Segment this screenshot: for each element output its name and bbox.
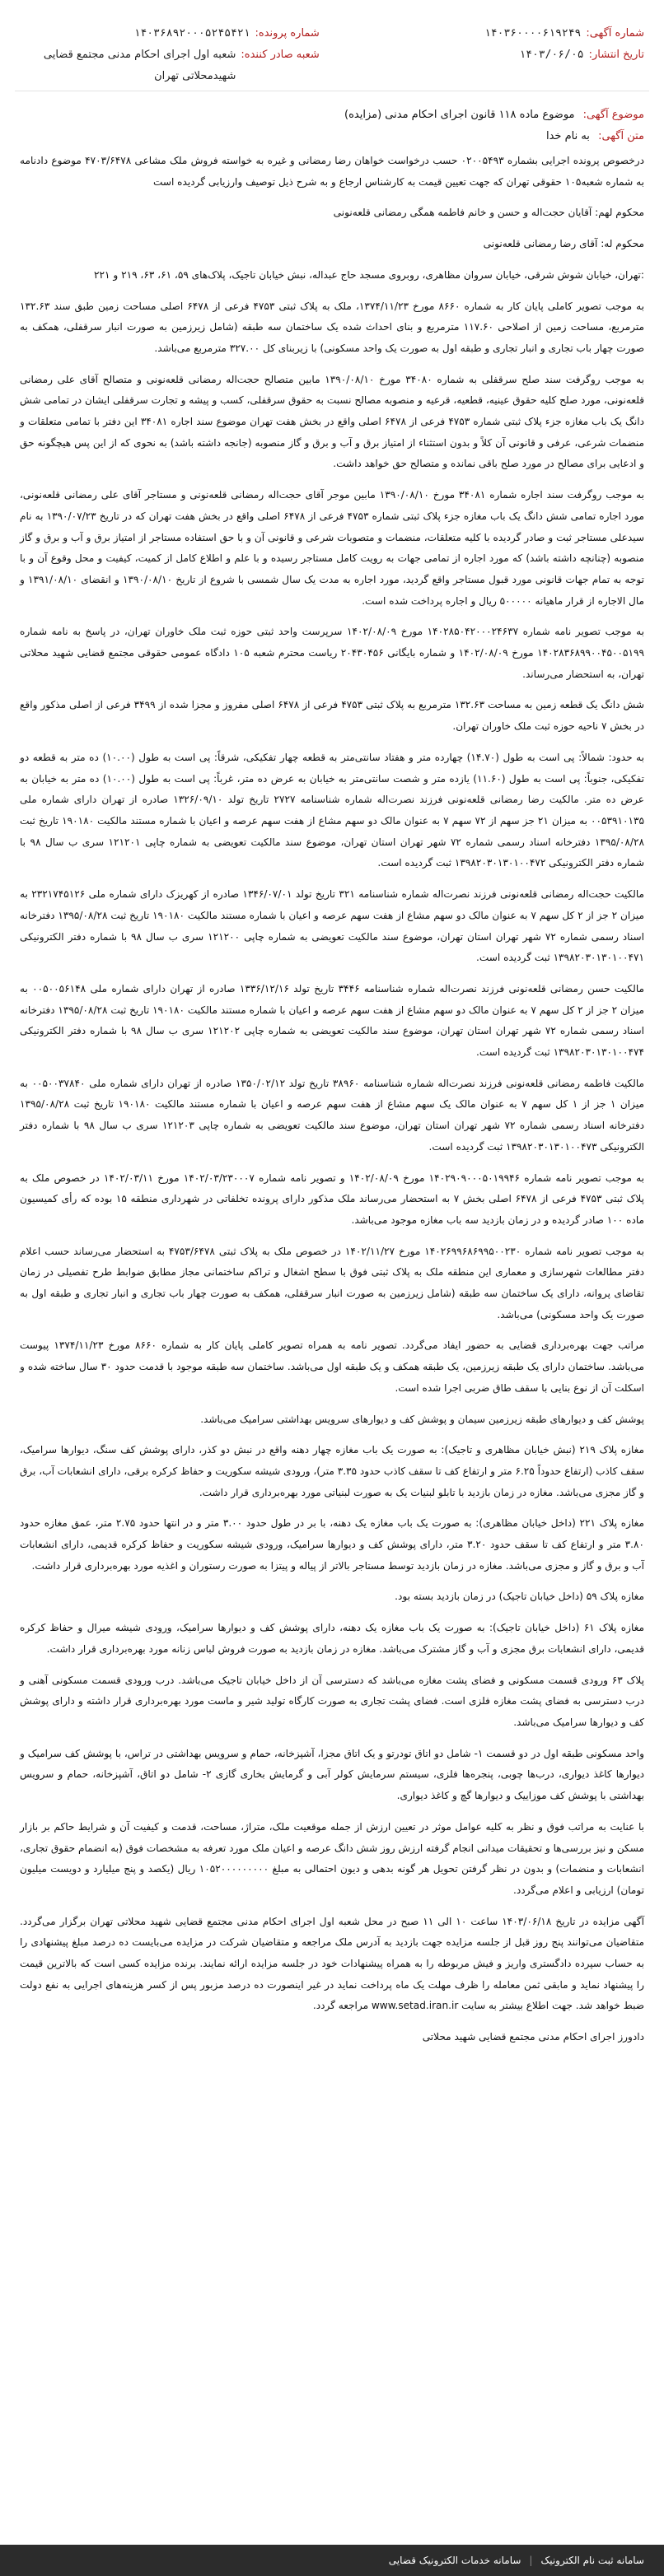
body-paragraph: مالکیت حجت‌اله رمضانی قلعه‌نونی فرزند نصرت‌اله شماره شناسنامه ۳۲۱ تاریخ تولد ۱۳۴۶/۰۷/۰۱ صادره از کهریزک دارای شماره ملی ۲۳۲۱۷۴۵۱۲۶ به میزان ۲ جز از ۲ کل سهم ۷ به عنوان مالک دو سهم مشاع از هفت سهم عرصه و اعیان با شماره مستند مالکیت ۱۹۰۱۸۰ تاریخ ثبت ۱۳۹۵/۰۸/۲۸ دفترخانه اسناد رسمی شماره ۷۲ شهر تهران استان تهران، موضوع سند مالکیت تعویضی به شماره چاپی ۱۲۱۲۰۰ سری ب سال ۹۸ با شماره دفتر الکترونیکی ۱۳۹۸۲۰۳۰۱۳۰۱۰۰۴۷۱ ثبت گردیده است. [20, 888, 645, 964]
body-paragraph: پوشش کف و دیوارهای طبقه زیرزمین سیمان و پوشش کف و دیوارهای سرویس بهداشتی سرامیک می‌باشد. [200, 1413, 644, 1425]
body-paragraph: واحد مسکونی طبقه اول در دو قسمت ۱- شامل دو اتاق تودرتو و یک اتاق مجزا، آشپزخانه، حمام و سرویس بهداشتی در تراس، با پوشش کف سرامیک و دیوارها کاغذ دیواری، درب‌ها چوبی، پنجره‌ها فلزی، سیستم سرمایش کولر آبی و گرمایش بخاری گازی ۲- شامل دو اتاق، آشپزخانه، حمام و سرویس بهداشتی با پوشش کف موزاییک و دیوارها گچ و کاغذ دیواری. [20, 1747, 644, 1802]
body-paragraph: محکوم لهم: آقایان حجت‌اله و حسن و خانم فاطمه همگی رمضانی قلعه‌نونی [333, 207, 644, 219]
print-date-row [344, 44, 644, 66]
body-paragraph: دادورز اجرای احکام مدنی مجتمع قضایی شهید محلاتی [422, 2031, 644, 2043]
body-paragraph: شش دانگ یک قطعه زمین به مساحت ۱۳۲.۶۳ مترمربع به پلاک ثبتی ۴۷۵۳ فرعی از ۶۴۷۸ اصلی مفروز و مجزا شده از ۳۴۹۹ فرعی از اصلی مذکور واقع در بخش ۷ ناحیه حوزه ثبت ملک خاوران تهران. [20, 699, 645, 733]
body-paragraph: به حدود: شمالاً: پی است به طول (۱۴.۷۰) چهارده متر و هفتاد سانتی‌متر به قطعه چهار تفکیکی، شرقاً: پی است به طول (۱۰.۰۰) ده متر به قطعه دو تفکیکی، جنوباً: پی است به طول (۱۱.۶۰) یازده متر و شصت سانتی‌متر به خیابان به عرض ده متر، غرباً: پی است به طول (۱۰.۰۰) ده متر به خیابان به عرض ده متر. مالکیت رضا رمضانی قلعه‌نونی فرزند نصرت‌اله شماره شناسنامه ۲۷۲۷ تاریخ تولد ۱۳۲۶/۰۹/۱۰ صادره از تهران دارای شماره ملی ۰۰۵۳۹۱۰۱۳۵ به میزان ۲۱ جز سهم از ۷۲ سهم ۷ به عنوان مالک دو سهم مشاع از هفت سهم عرصه و اعیان با شماره مستند مالکیت ۱۹۰۱۸۰ تاریخ ثبت ۱۳۹۵/۰۸/۲۸ دفترخانه اسناد رسمی شماره ۷۲ شهر تهران استان تهران، موضوع سند مالکیت تعویضی به شماره چاپی ۱۲۱۲۰۱ سری ب سال ۹۸ با شماره دفتر الکترونیکی ۱۳۹۸۲۰۳۰۱۳۰۱۰۰۴۷۲ ثبت گردیده است. [20, 751, 644, 869]
page-footer [0, 2545, 664, 2576]
header-left-column [20, 23, 320, 91]
body-paragraph: به موجب تصویر نامه شماره ۱۴۰۲۸۵۰۴۲۰۰۰۲۴۶۳۷ مورخ ۱۴۰۲/۰۸/۰۹ سرپرست واحد ثبتی حوزه ثبت ملک خاوران تهران، در پاسخ به نامه شماره ۱۴۰۲۸۳۶۸۹۹۰۰۴۵۰۰۵۱۹۹ مورخ ۱۴۰۲/۰۸/۰۹ و شماره بایگانی ۲۰۴۳۰۴۵۶ ریاست محترم شعبه ۱۰۵ دادگاه عمومی حقوقی مجتمع قضایی شهید محلاتی تهران، به استحضار می‌رساند. [20, 626, 645, 680]
text-row [20, 126, 644, 147]
body-paragraph: محکوم له: آقای رضا رمضانی قلعه‌نونی [483, 238, 644, 250]
case-number: ۱۴۰۳۶۸۹۲۰۰۰۵۲۴۵۴۲۱ [133, 27, 250, 40]
body-paragraph: آگهی مزایده در تاریخ ۱۴۰۳/۰۶/۱۸ ساعت ۱۰ الی ۱۱ صبح در محل شعبه اول اجرای احکام مدنی مجتمع قضایی شهید محلاتی تهران برگزار می‌گردد. متقاضیان می‌توانند پنج روز قبل از جلسه مزایده جهت بازدید به آدرس ملک مراجعه و متقاضیان شرکت در مزایده می‌بایست ده درصد مبلغ پیشنهادی را به حساب سپرده دادگستری واریز و فیش مربوطه را به همراه پیشنهادات خود در جلسه مزایده ارائه نمایند. برنده مزایده کسی است که بالاترین قیمت را پیشنهاد نماید و مابقی ثمن معامله را ظرف مهلت یک ماه پرداخت نماید در غیر اینصورت ده درصد مزبور پس از کسر هزینه‌های اجرایی به نفع دولت ضبط خواهد شد. جهت اطلاع بیشتر به سایت www.setad.iran.ir مراجعه گردد. [20, 1915, 644, 2012]
body-paragraph: پلاک ۶۳ ورودی قسمت مسکونی و فضای پشت مغازه می‌باشد که دسترسی آن از داخل خیابان تاجیک می‌باشد. درب ورودی قسمت مسکونی آهنی و درب دسترسی به فضای پشت مغازه فلزی است. فضای پشت تجاری به صورت کارگاه تولید شیر و ماست مورد بهره‌برداری قرار داشته و دارای پوشش کف و دیوارها سرامیک می‌باشد. [20, 1674, 644, 1728]
text-label: متن آگهی: [598, 130, 644, 142]
subject: موضوع ماده ۱۱۸ قانون اجرای احکام مدنی (مزایده) [344, 109, 575, 121]
body-paragraph: به موجب تصویر کاملی پایان کار به شماره ۸۶۶۰ مورخ ۱۳۷۴/۱۱/۲۳، ملک به پلاک ثبتی ۴۷۵۳ فرعی از ۶۴۷۸ اصلی مساحت زمین طبق سند ۱۳۲.۶۳ مترمربع، مساحت زمین از اصلاحی ۱۱۷.۶۰ مترمربع و بنای احداث شده یک ساختمان سه طبقه (شامل زیرزمین به صورت انبار سرقفلی، همکف به صورت چهار باب تجاری و انبار تجاری و طبقه اول به صورت یک واحد مسکونی) با زیربنای کل ۳۲۷.۰۰ مترمربع می‌باشد. [20, 300, 645, 354]
footer-separator: | [529, 2555, 533, 2566]
body-paragraph: با عنایت به مراتب فوق و نظر به کلیه عوامل موثر در تعیین ارزش از جمله موقعیت ملک، متراژ، مساحت، قدمت و کیفیت آن و شرایط حاکم بر بازار مسکن و نیز بررسی‌ها و تحقیقات میدانی انجام گرفته ارزش روز شش دانگ عرصه و اعیان ملک مورد تعرفه به مشخصات فوق (به انضمام حقوق تجاری، انشعابات و منضمات) و بدون در نظر گرفتن تحویل هر گونه بدهی و دیون احتمالی به مبلغ ۱۰۵۲۰۰۰۰۰۰۰۰۰ ریال (یکصد و پنج میلیارد و دویست میلیون تومان) ارزیابی و اعلام می‌گردد. [20, 1820, 645, 1896]
ad-number-label: شماره آگهی: [586, 27, 644, 40]
ad-number: ۱۴۰۳۶۰۰۰۰۶۱۹۲۴۹ [484, 27, 582, 40]
body-paragraph: مغازه پلاک ۶۱ (داخل خیابان تاجیک): به صورت یک باب مغازه یک دهنه، دارای پوشش کف و دیوارها سرامیک، ورودی شیشه میرال و حفاظ کرکره قدیمی، دارای انشعابات برق مجزی و آب و گاز مشترک می‌باشد. مغازه در زمان بازدید به صورت فروش لباس زنانه مورد بهره‌برداری قرار داشت. [20, 1622, 644, 1655]
notice-body [0, 147, 664, 2048]
body-paragraph: :تهران، خیابان شوش شرقی، خیابان سروان مظاهری، روبروی مسجد حاج عبداله، نبش خیابان تاجیک، پلاک‌های ۵۹، ۶۱، ۶۳، ۲۱۹ و ۲۲۱ [94, 268, 644, 281]
text-intro: به نام خدا [545, 130, 590, 142]
print-date: ۱۴۰۳/۰۶/۰۵ [519, 49, 584, 61]
body-paragraph: مغازه پلاک ۲۱۹ (نبش خیابان مظاهری و تاجیک): به صورت یک باب مغازه چهار دهنه واقع در نبش دو کذر، دارای پوشش کف سنگ، دیوارها سرامیک، سقف کاذب (ارتفاع حدوداً ۶.۲۵ متر و ارتفاع کف تا سقف کاذب حدود ۳.۳۵ متر)، ورودی شیشه سکوریت و حفاظ کرکره برقی، دارای انشعابات آب، برق و گاز مجزی می‌باشد. مغازه در زمان بازدید با تابلو لبنیات یک به صورت لبنیاتی مورد بهره‌برداری قرار داشت. [20, 1444, 644, 1498]
header-right-column [344, 23, 644, 91]
case-number-label: شماره پرونده: [255, 27, 320, 40]
ad-number-row [344, 23, 644, 44]
body-paragraph: به موجب روگرفت سند صلح سرقفلی به شماره ۳۴۰۸۰ مورخ ۱۳۹۰/۰۸/۱۰ مابین متصالح حجت‌اله رمضانی قلعه‌نونی و متصالح آقای علی رمضانی قلعه‌نونی، مورد صلح کلیه حقوق عینیه، قطعیه، قرعیه و منصوبه مصالح نسبت به حقوق سرقفلی، کسب و پیشه و تجارت سرقفلی ایشان در تمامی شش دانگ یک باب مغازه جزء پلاک ثبتی شماره ۴۷۵۳ فرعی از ۶۴۷۸ اصلی واقع در بخش هفت تهران موضوع سند اجاره ۳۴۰۸۱ این دفتر با تمامی متعلقات و منضمات شرعی، عرفی و قانونی آن کلاً و بدون استثناء از امتیاز برق و آب و برق و گاز منصوبه (جانجه داشته باشد) به نحوی که از این پس هیچگونه حق و ادعایی برای مصالح در مورد صلح باقی نمانده و متصالح حق خواهد داشت. [20, 373, 644, 470]
body-paragraph: به موجب روگرفت سند اجاره شماره ۳۴۰۸۱ مورخ ۱۳۹۰/۰۸/۱۰ مابین موجر آقای حجت‌اله رمضانی قلعه‌نونی و مستاجر آقای علی رمضانی قلعه‌نونی، مورد اجاره تمامی شش دانگ یک باب مغازه جزء پلاک ثبتی شماره ۴۷۵۳ فرعی از ۶۴۷۸ اصلی واقع در بخش هفت تهران که در تاریخ ۱۳۹۰/۰۷/۲۳ به نام سیدعلی مستاجر ثبت و صادر گردیده با کلیه متعلقات، منضمات و متصوبات شرعی و قانونی آن و با حق استفاده مستاجر از امتیاز برق و آب و برق و گاز منصوبه (چنانچه داشته باشد) که مورد اجاره از تمامی جهات به رویت کامل مستاجر رسیده و با علم و اطلاع کامل از کمیت، کیفیت و محل وقوع آن و با توجه به تمام جهات قانونی مورد قبول مستاجر واقع گردید، مورد اجاره به مدت یک سال شمسی با شروع از تاریخ ۱۳۹۰/۰۸/۱۰ و انقضای ۱۳۹۱/۰۸/۱۰ و مال الاجاره از قرار ماهیانه ۵۰۰۰۰۰ ریال و اجاره پرداخت شده است. [20, 489, 645, 607]
body-paragraph: مالکیت فاطمه رمضانی قلعه‌نونی فرزند نصرت‌اله شماره شناسنامه ۳۸۹۶۰ تاریخ تولد ۱۳۵۰/۰۲/۱۲ صادره از تهران دارای شماره ملی ۰۰۵۰۰۳۷۸۴۰ به میزان ۱ جز از ۱ کل سهم ۷ به عنوان مالک یک سهم مشاع از هفت سهم عرصه و اعیان با شماره مستند مالکیت ۱۹۰۱۸۰ تاریخ ثبت ۱۳۹۵/۰۸/۲۸ دفترخانه اسناد رسمی شماره ۷۲ شهر تهران استان تهران، موضوع سند مالکیت تعویضی به شماره چاپی ۱۲۱۲۰۳ سری ب سال ۹۸ با شماره دفتر الکترونیکی ۱۳۹۸۲۰۳۰۱۳۰۱۰۰۴۷۳ ثبت گردیده است. [20, 1077, 645, 1153]
issuer-label: شعبه صادر کننده: [241, 49, 320, 61]
body-paragraph: مراتب جهت بهره‌برداری قضایی به حضور ایفاد می‌گردد. تصویر نامه به همراه تصویر کاملی پایان کار به شماره ۸۶۶۰ مورخ ۱۳۷۴/۱۱/۲۳ پیوست می‌باشد. ساختمان دارای یک طبقه زیرزمین، یک طبقه همکف و یک طبقه اول می‌باشد. ساختمان سه طبقه موجود با قدمت حدود ۳۰ سال ساخته شده و اسکلت آن از نوع بنایی با سقف طاق ضربی اجرا شده است. [20, 1339, 645, 1394]
notice-meta [0, 91, 664, 147]
footer-link-left[interactable]: سامانه ثبت نام الکترونیک [540, 2555, 644, 2566]
issuer-row [20, 44, 320, 87]
body-paragraph: به موجب تصویر نامه شماره ۱۴۰۲۶۹۹۶۸۶۹۹۵۰۰۲۳۰ مورخ ۱۴۰۲/۱۱/۲۷ در خصوص ملک به پلاک ثبتی ۴۷۵۳/۶۴۷۸ به استحضار می‌رساند حسب اعلام دفتر مطالعات شهرسازی و معماری این منطقه ملک به پلاک ثبتی فوق با سطح اشغال و تراکم ساختمانی مجاز مطابق ضوابط طرح تفصیلی در زمان تقاضای پروانه، دارای یک ساختمان سه طبقه (شامل زیرزمین به صورت انبار سرقفلی، همکف به صورت چهار باب تجاری و انبار تجاری و طبقه اول به صورت یک واحد مسکونی) می‌باشد. [20, 1245, 644, 1321]
issuer: شعبه اول اجرای احکام مدنی مجتمع قضایی شهیدمحلاتی تهران [43, 49, 236, 82]
body-paragraph: به موجب تصویر نامه شماره ۱۴۰۲۹۰۹۰۰۰۵۰۱۹۹۴۶ مورخ ۱۴۰۲/۰۸/۰۹ و تصویر نامه شماره ۱۴۰۲/۰۳/۲۳۰۰۰۷ مورخ ۱۴۰۲/۰۳/۱۱ در خصوص ملک به پلاک ثبتی ۴۷۵۳ فرعی از ۶۴۷۸ اصلی بخش ۷ به استحضار می‌رساند ملک مذکور دارای پرونده تخلفاتی در شهرداری منطقه ۱۵ بوده که رأی کمیسیون ماده ۱۰۰ صادر گردیده و در زمان بازدید سه باب مغازه موجود می‌باشد. [20, 1172, 645, 1226]
body-paragraph: مغازه پلاک ۲۲۱ (داخل خیابان مظاهری): به صورت یک باب مغازه یک دهنه، با بر در طول حدود ۳.۰۰ متر و در انتها حدود ۲.۷۵ متر، عمق مغازه حدود ۳.۸۰ متر و ارتفاع کف تا سقف حدود ۳.۲۰ متر، دارای پوشش کف و دیوارها سرامیک، ورودی شیشه سکوریت و حفاظ کرکره قدیمی، دارای انشعابات آب و برق و گاز و مجزی می‌باشد. مغازه در زمان بازدید توسط مستاجر بالاتر از پیاله و پیتزا به صورت رستوران و اغذیه مورد بهره‌برداری قرار داشت. [20, 1517, 644, 1572]
subject-label: موضوع آگهی: [582, 109, 644, 121]
body-paragraph: درخصوص پرونده اجرایی بشماره ۰۲۰۰۵۴۹۳ حسب درخواست خواهان رضا رمضانی و غیره به خواسته فروش ملک مشاعی ۴۷۰۳/۶۴۷۸ موضوع دادنامه به شماره شعبه۱۰۵ حقوقی تهران که جهت تعیین قیمت به کارشناس ارجاع و به شرح ذیل توصیف وارزیابی گردیده است [20, 155, 645, 188]
subject-row [20, 105, 644, 126]
print-date-label: تاریخ انتشار: [588, 49, 644, 61]
body-paragraph: مغازه پلاک ۵۹ (داخل خیابان تاجیک) در زمان بازدید بسته بود. [395, 1591, 644, 1603]
case-number-row [20, 23, 320, 44]
body-paragraph: مالکیت حسن رمضانی قلعه‌نونی فرزند نصرت‌اله شماره شناسنامه ۳۴۴۶ تاریخ تولد ۱۳۳۶/۱۲/۱۶ صادره از تهران دارای شماره ملی ۰۰۵۰۰۵۶۱۴۸ به میزان ۲ جز از ۲ کل سهم ۷ به عنوان مالک دو سهم مشاع از هفت سهم عرصه و اعیان با شماره مستند مالکیت ۱۹۰۱۸۰ تاریخ ثبت ۱۳۹۵/۰۸/۲۸ دفترخانه اسناد رسمی شماره ۷۲ شهر تهران استان تهران، موضوع سند مالکیت تعویضی به شماره چاپی ۱۲۱۲۰۲ سری ب سال ۹۸ با شماره دفتر الکترونیکی ۱۳۹۸۲۰۳۰۱۳۰۱۰۰۴۷۴ ثبت گردیده است. [20, 982, 645, 1059]
footer-link-middle[interactable]: سامانه خدمات الکترونیک قضایی [388, 2555, 521, 2566]
notice-header [0, 0, 664, 91]
